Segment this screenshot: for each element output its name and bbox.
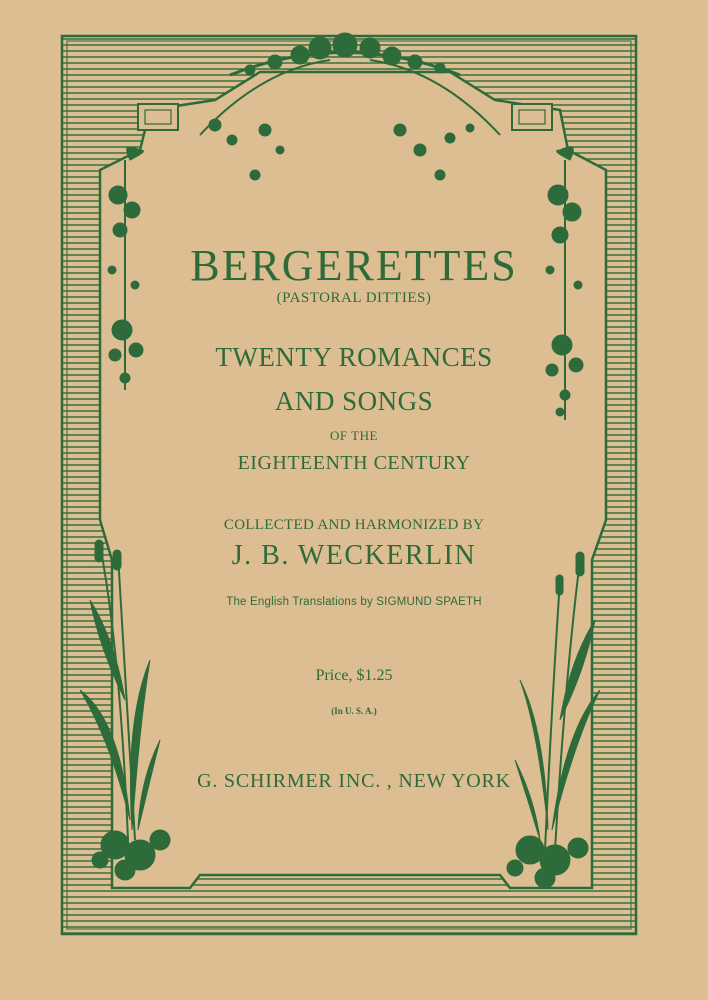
cover-line-of-the: OF THE: [330, 428, 378, 443]
author-name: J. B. WECKERLIN: [231, 540, 477, 571]
price-label: Price, $1.25: [315, 667, 393, 684]
square-ornament-right: [512, 104, 552, 130]
collected-by-label: COLLECTED AND HARMONIZED BY: [223, 517, 485, 533]
inner-panel-outline: [100, 72, 606, 888]
translator-credit: The English Translations by SIGMUND SPAETH: [226, 596, 482, 608]
price-region: (In U. S. A.): [331, 706, 377, 716]
publisher-name: G. SCHIRMER INC. , NEW YORK: [197, 770, 511, 792]
cover-subtitle: (PASTORAL DITTIES): [276, 290, 432, 306]
cover-line-century: EIGHTEENTH CENTURY: [237, 452, 471, 474]
cover-line-twenty-romances: TWENTY ROMANCES: [215, 342, 493, 372]
cover-title: BERGERETTES: [190, 241, 518, 290]
hatched-border: [62, 36, 636, 934]
square-ornament-left: [138, 104, 178, 130]
cover-line-and-songs: AND SONGS: [274, 386, 434, 416]
